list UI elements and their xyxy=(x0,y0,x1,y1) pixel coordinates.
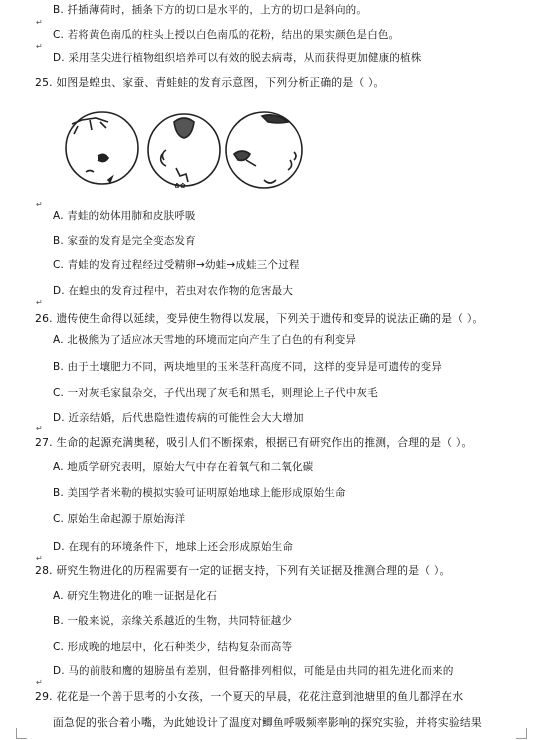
q29-stem: 29. 花花是一个善于思考的小女孩，一个夏天的早晨，花花注意到池塘里的鱼儿都浮在水 xyxy=(35,690,464,703)
q25-option-c: C. 青蛙的发育过程经过受精卵→幼蛙→成蛙三个过程 xyxy=(53,259,300,271)
prev-option-d: D. 采用茎尖进行植物组织培养可以有效的脱去病毒，从而获得更加健康的植株 xyxy=(53,52,422,64)
q28-option-c: C. 形成晚的地层中，化石种类少，结构复杂而高等 xyxy=(53,641,293,653)
prev-option-b: B. 扦插薄荷时，插条下方的切口是水平的，上方的切口是斜向的。 xyxy=(53,4,368,16)
q27-option-a: A. 地质学研究表明，原始大气中存在着氧气和二氧化碳 xyxy=(53,461,314,473)
q28-option-a: A. 研究生物进化的唯一证据是化石 xyxy=(53,590,218,602)
q25-option-a: A. 青蛙的幼体用肺和皮肤呼吸 xyxy=(53,210,196,222)
silkworm-cycle-icon xyxy=(148,114,220,190)
prev-option-c: C. 若将黄色南瓜的柱头上授以白色南瓜的花粉，结出的果实颜色是白色。 xyxy=(53,29,400,41)
q27-option-c: C. 原始生命起源于原始海洋 xyxy=(53,513,186,525)
q28-option-b: B. 一般来说，亲缘关系越近的生物，共同特征越少 xyxy=(53,615,293,627)
q26-option-d: D. 近亲结婚，后代患隐性遗传病的可能性会大大增加 xyxy=(53,412,304,424)
frog-cycle-icon xyxy=(226,112,302,188)
q26-option-a: A. 北极熊为了适应冰天雪地的环境而定向产生了白色的有利变异 xyxy=(53,334,357,346)
q26-option-b: B. 由于土壤肥力不同，两块地里的玉米茎秆高度不同，这样的变异是可遗传的变异 xyxy=(53,361,442,373)
q27-option-d: D. 在现有的环境条件下，地球上还会形成原始生命 xyxy=(53,541,294,553)
locust-cycle-icon xyxy=(66,112,138,184)
q25-option-d: D. 在蝗虫的发育过程中，若虫对农作物的危害最大 xyxy=(53,285,294,297)
q27-stem: 27. 生命的起源充满奥秘，吸引人们不断探索，根据已有研究作出的推测，合理的是（ ）。 xyxy=(35,436,473,449)
q28-option-d: D. 马的前肢和鹰的翅膀虽有差别，但骨骼排列相似，可能是由共同的祖先进化而来的 xyxy=(53,665,454,677)
page-corner-mark xyxy=(516,728,527,739)
paragraph-mark: ↵ xyxy=(36,200,43,209)
paragraph-mark: ↵ xyxy=(36,18,43,27)
page-corner-mark xyxy=(16,728,27,739)
q25-option-b: B. 家蚕的发育是完全变态发育 xyxy=(53,235,196,247)
q27-option-b: B. 美国学者米勒的模拟实验可证明原始地球上能形成原始生命 xyxy=(53,487,346,499)
development-cycles-illustration xyxy=(50,96,312,200)
svg-text:✿✿: ✿✿ xyxy=(174,182,186,190)
paragraph-mark: ↵ xyxy=(36,298,43,307)
paragraph-mark: ↵ xyxy=(36,424,43,433)
q25-stem: 25. 如图是蝗虫、家蚕、青蛙蛙的发育示意图，下列分析正确的是（ ）。 xyxy=(35,76,385,89)
paragraph-mark: ↵ xyxy=(36,678,43,687)
q26-option-c: C. 一对灰毛家鼠杂交，子代出现了灰毛和黑毛，则理论上子代中灰毛 xyxy=(53,387,378,399)
q28-stem: 28. 研究生物进化的历程需要有一定的证据支持，下列有关证据及推测合理的是（ ）。 xyxy=(35,564,451,577)
development-diagram xyxy=(50,96,312,200)
q29-continuation: 面急促的张合着小嘴，为此她设计了温度对鲫鱼呼吸频率影响的探究实验，并将实验结果 xyxy=(53,716,482,729)
paragraph-mark: ↵ xyxy=(36,42,43,51)
paragraph-mark: ↵ xyxy=(36,554,43,563)
q26-stem: 26. 遗传使生命得以延续，变异使生物得以发展，下列关于遗传和变异的说法正确的是（ ）。 xyxy=(35,312,484,325)
